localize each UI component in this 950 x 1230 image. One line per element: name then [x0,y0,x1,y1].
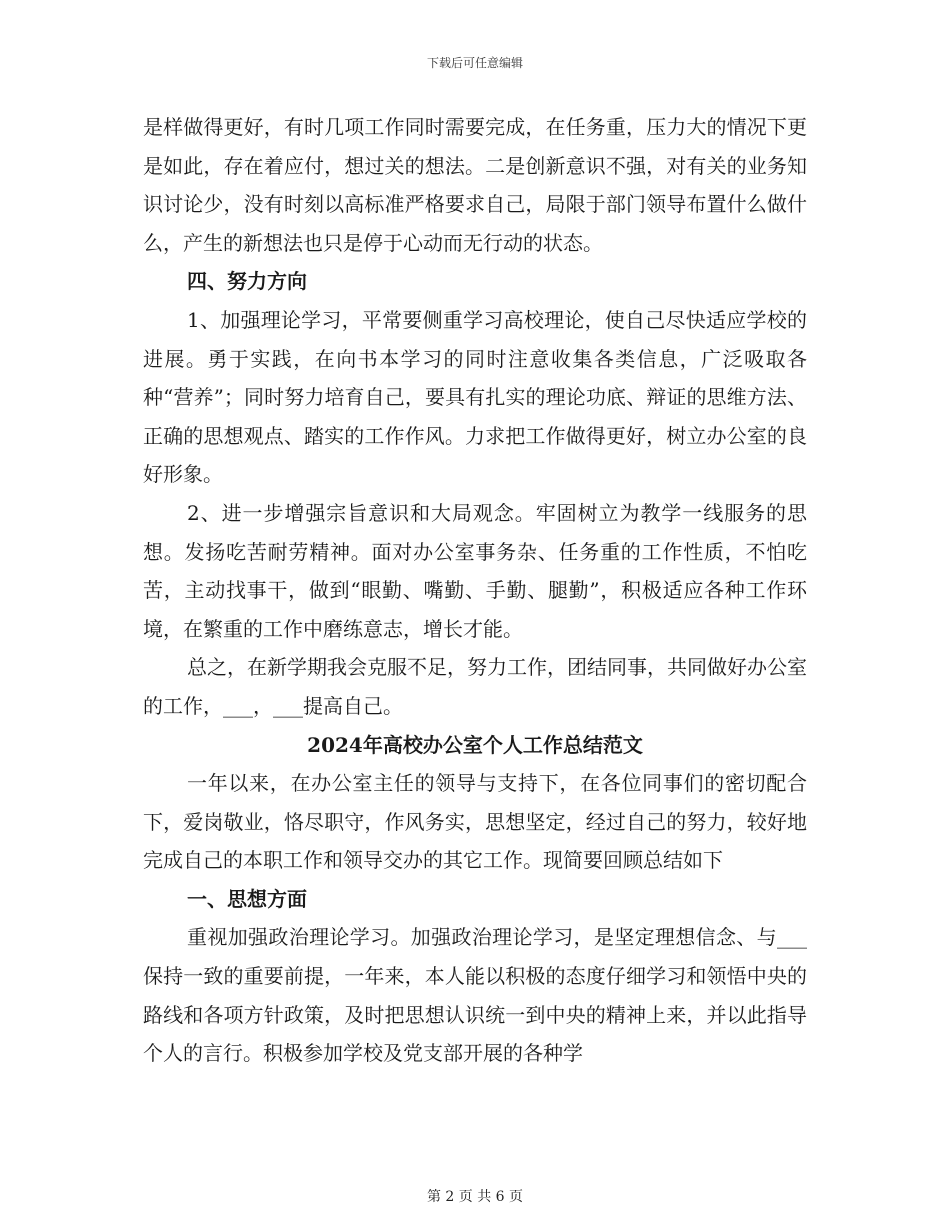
paragraph-political-study: 重视加强政治理论学习。加强政治理论学习，是坚定理想信念、与___保持一致的重要前提，一年来，本人能以积极的态度仔细学习和领悟中央的路线和各项方针政策，及时把思想认识统一到中央的精神上来，并以此指导个人的言行。积极参加学校及党支部开展的各种学 [143,925,807,1066]
paragraph-theory-study: 1、加强理论学习，平常要侧重学习高校理论，使自己尽快适应学校的进展。勇于实践，在向书本学习的同时注意收集各类信息，广泛吸取各种“营养”；同时努力培育自己，要具有扎实的理论功底、辩证的思维方法、正确的思想观点、踏实的工作作风。力求把工作做得更好，树立办公室的良好形象。 [143,307,807,487]
section-heading-effort-direction: 四、努力方向 [187,269,307,294]
paragraph-continuation: 是样做得更好，有时几项工作同时需要完成，在任务重，压力大的情况下更是如此，存在着应付，想过关的想法。二是创新意识不强，对有关的业务知识讨论少，没有时刻以高标准严格要求自己，局限于部门领导布置什么做什么，产生的新想法也只是停于心动而无行动的状态。 [143,115,807,255]
document-body [143,108,807,1073]
section-heading-ideology: 一、思想方面 [187,886,307,911]
page-number: 第 2 页 共 6 页 [426,1189,524,1205]
page-header: 下载后可任意编辑 [426,56,523,70]
paragraph-purpose-awareness: 2、进一步增强宗旨意识和大局观念。牢固树立为教学一线服务的思想。发扬吃苦耐劳精神。面对办公室事务杂、任务重的工作性质，不怕吃苦，主动找事干，做到“眼勤、嘴勤、手勤、腿勤”，积极适应各种工作环境，在繁重的工作中磨练意志，增长才能。 [143,500,807,641]
paragraph-conclusion: 总之，在新学期我会克服不足，努力工作，团结同事，共同做好办公室的工作，___，___提高自己。 [143,655,807,718]
document-title: 2024年高校办公室个人工作总结范文 [307,732,643,757]
paragraph-introduction: 一年以来，在办公室主任的领导与支持下，在各位同事们的密切配合下，爱岗敬业，恪尽职守，作风务实，思想坚定，经过自己的努力，较好地完成自己的本职工作和领导交办的其它工作。现简要回顾总结如下 [143,771,807,873]
